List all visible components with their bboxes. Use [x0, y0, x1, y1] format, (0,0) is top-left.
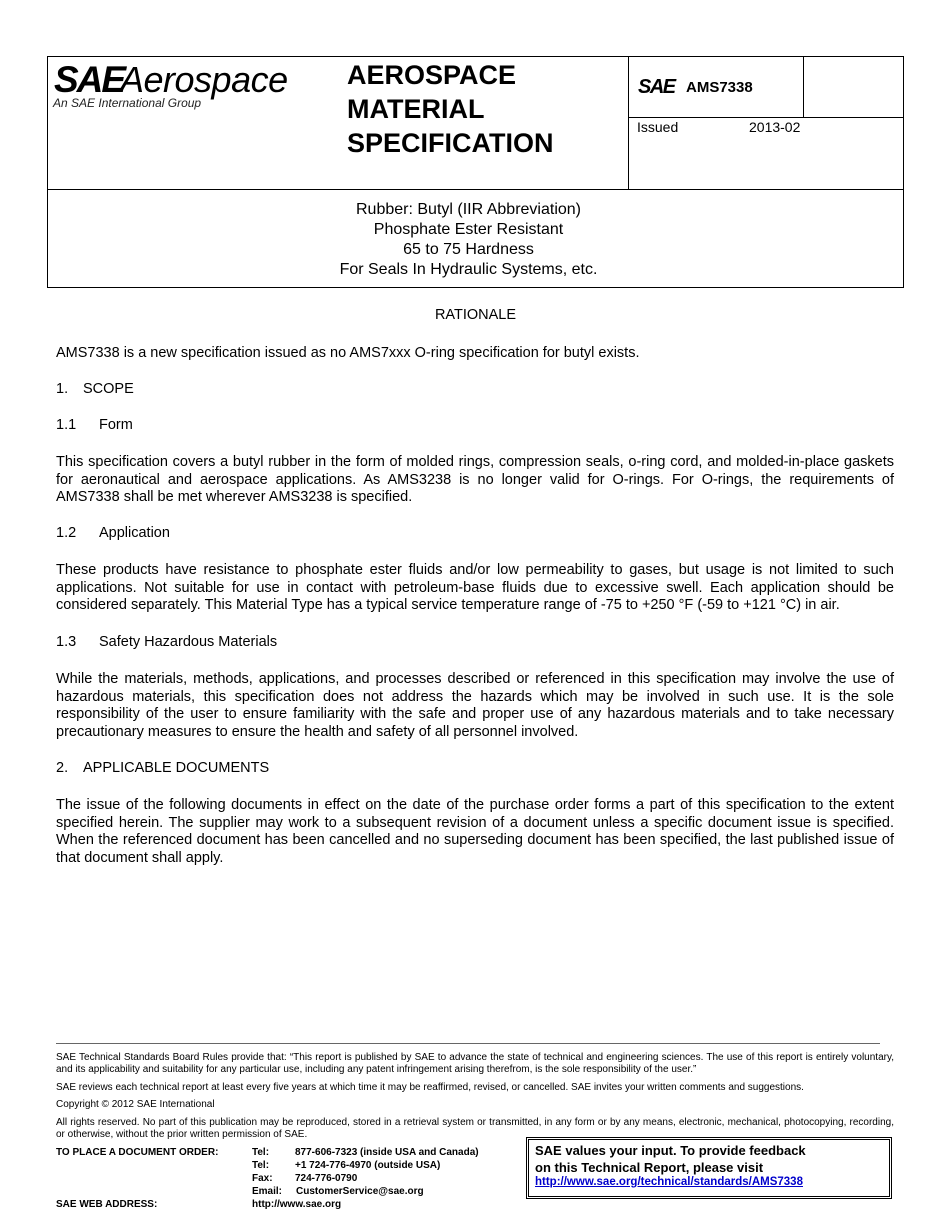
section-text-form: This specification covers a butyl rubber in the form of molded rings, compression seals, o-ring cord, and molded-in-place gaskets for aeronautical and aerospace applications. As AMS3238 is no longer valid for O-rings. For O-rings, the requirements of AMS7338 shall be met wherever AMS3238 is specified.: [56, 454, 894, 505]
footer-copyright: Copyright © 2012 SAE International: [56, 1099, 215, 1110]
aerospace-logo-word: Aerospace: [120, 59, 288, 100]
subtitle-line: Rubber: Butyl (IIR Abbreviation): [356, 201, 581, 218]
section-text-safety: While the materials, methods, applications, and processes described or referenced in this specification may involve the use of hazardous materials, this specification does not address the hazards which may be involved in such use. It is the sole responsibility of the user to ensure familiarity with the safe and proper use of any hazardous materials and to take necessary precautionary measures to ensure the health and safety of all personnel involved.: [56, 671, 894, 740]
section-title-safety: Safety Hazardous Materials: [99, 634, 278, 650]
title-line: AEROSPACE: [347, 60, 517, 90]
feedback-text: [535, 1142, 806, 1176]
contact-phone-domestic: 877-606-7323 (inside USA and Canada): [295, 1147, 479, 1158]
order-label: TO PLACE A DOCUMENT ORDER:: [56, 1147, 219, 1158]
section-number: 1.: [56, 381, 69, 397]
subtitle-line: For Seals In Hydraulic Systems, etc.: [339, 261, 598, 278]
section-number: 2.: [56, 760, 69, 776]
sae-mini-logo: SAE: [638, 76, 675, 98]
title-line: MATERIAL: [347, 94, 485, 124]
document-number: AMS7338: [686, 79, 753, 96]
document-type-title: [347, 58, 617, 160]
section-title-applicable-documents: APPLICABLE DOCUMENTS: [83, 760, 270, 776]
web-address-link[interactable]: http://www.sae.org: [252, 1199, 342, 1210]
feedback-link[interactable]: http://www.sae.org/technical/standards/AMS7338: [535, 1176, 803, 1188]
rationale-text: AMS7338 is a new specification issued as no AMS7xxx O-ring specification for butyl exists.: [56, 345, 640, 361]
section-title-form: Form: [99, 417, 133, 433]
section-title-application: Application: [99, 525, 170, 541]
contact-email: CustomerService@sae.org: [296, 1186, 424, 1197]
footer-board-rules: SAE Technical Standards Board Rules provide that: “This report is published by SAE to advance the state of technical and engineering sciences. The use of this report is entirely voluntary, and its applicability and suitability for any particular use, including any patent infringement arising therefrom, is the sole responsibility of the user.”: [56, 1052, 894, 1075]
section-number: 1.2: [56, 525, 77, 541]
web-address-label: SAE WEB ADDRESS:: [56, 1199, 158, 1210]
section-title-scope: SCOPE: [83, 381, 134, 397]
issued-label: Issued: [637, 119, 679, 135]
sae-logo-mark: SAE: [54, 59, 125, 100]
issued-date: 2013-02: [749, 119, 801, 135]
contact-label: Email:: [252, 1186, 283, 1197]
contact-phone-international: +1 724-776-4970 (outside USA): [295, 1160, 441, 1171]
subtitle-line: 65 to 75 Hardness: [403, 241, 534, 258]
header-column-divider-2: [803, 56, 804, 118]
document-subtitle: [47, 200, 890, 280]
title-line: SPECIFICATION: [347, 128, 554, 158]
contact-fax: 724-776-0790: [295, 1173, 358, 1184]
subtitle-line: Phosphate Ester Resistant: [373, 221, 564, 238]
section-text-application: These products have resistance to phosphate ester fluids and/or low permeability to gases, but usage is not limited to such applications. Not suitable for use in contact with petroleum-base fluids due to excessive swell. Each application should be considered separately. This Material Type has a typical service temperature range of -75 to +250 °F (-59 to +121 °C) in air.: [56, 562, 894, 613]
section-number: 1.3: [56, 634, 77, 650]
footer-rule: [56, 1043, 880, 1044]
logo-tagline: An SAE International Group: [53, 96, 202, 110]
rationale-heading: RATIONALE: [434, 307, 517, 323]
section-text-applicable-documents: The issue of the following documents in effect on the date of the purchase order forms a part of this specification to the extent specified herein. The supplier may work to a subsequent revision of a document unless a specific document issue is specified. When the referenced document has been cancelled and no superseding document has been specified, the last published issue of that document shall apply.: [56, 797, 894, 866]
contact-label: Tel:: [252, 1160, 270, 1171]
header-column-divider: [628, 56, 629, 190]
feedback-line: on this Technical Report, please visit: [535, 1160, 764, 1175]
header-row-divider: [628, 117, 904, 118]
feedback-line: SAE values your input. To provide feedback: [535, 1143, 806, 1158]
contact-label: Fax:: [252, 1173, 273, 1184]
contact-label: Tel:: [252, 1147, 270, 1158]
header-divider: [47, 189, 904, 190]
footer-review-note: SAE reviews each technical report at least every five years at which time it may be reaffirmed, revised, or cancelled. SAE invites your written comments and suggestions.: [56, 1082, 804, 1093]
footer-rights: All rights reserved. No part of this publication may be reproduced, stored in a retrieval system or transmitted, in any form or by any means, electronic, mechanical, photocopying, recording, or otherwise, without the prior written permission of SAE.: [56, 1117, 894, 1140]
section-number: 1.1: [56, 417, 77, 433]
